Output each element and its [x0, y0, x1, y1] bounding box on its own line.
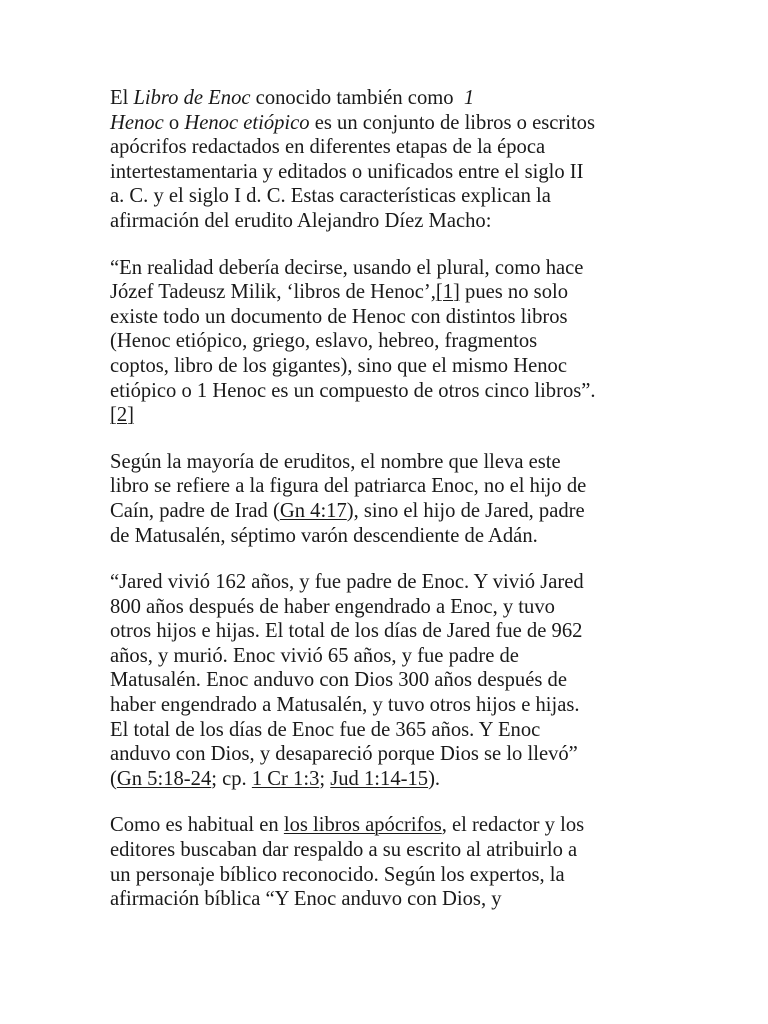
paragraph-patriarch [110, 450, 670, 548]
text-line: de Matusalén, séptimo varón descendiente de Adán. [110, 524, 538, 547]
paragraph-intro [110, 86, 670, 234]
footnote-link-1[interactable]: [1] [435, 281, 460, 304]
book-title-italic: Henoc etiópico [184, 111, 310, 134]
text-line [110, 813, 670, 838]
text-run: El [110, 87, 134, 109]
text-run: ( [110, 767, 117, 790]
text-line: anduvo con Dios, y desapareció porque Dios se lo llevó” [110, 743, 578, 766]
book-title-italic: 1 [463, 87, 475, 109]
book-title-italic: Henoc [110, 111, 164, 134]
paragraph-quote-milik [110, 256, 670, 428]
text-line: años, y murió. Enoc vivió 65 años, y fue padre de [110, 644, 519, 667]
text-line: El total de los días de Enoc fue de 365 años. Y Enoc [110, 718, 541, 741]
paragraph-apocrypha [110, 813, 670, 911]
text-line [110, 767, 670, 792]
text-line: Matusalén. Enoc anduvo con Dios 300 años después de [110, 669, 567, 692]
text-line: 800 años después de haber engendrado a Enoc, y tuvo [110, 595, 555, 618]
scripture-link-gn-4-17[interactable]: Gn 4:17 [279, 499, 347, 522]
text-line: etiópico o 1 Henoc es un compuesto de otros cinco libros”. [110, 379, 596, 402]
text-run: o [163, 111, 185, 134]
text-line: (Henoc etiópico, griego, eslavo, hebreo, fragmentos [110, 330, 538, 353]
text-line [110, 111, 670, 136]
text-run: , el redactor y los [441, 814, 585, 837]
text-run: Como es habitual en [110, 814, 284, 837]
text-line [110, 280, 670, 305]
link-libros-apocrifos[interactable]: los libros apócrifos [283, 814, 442, 837]
text-line: otros hijos e hijas. El total de los días de Jared fue de 962 [110, 620, 583, 643]
text-run: ). [428, 767, 441, 790]
book-title-italic: Libro de Enoc [133, 87, 251, 109]
text-run: Caín, padre de Irad ( [110, 499, 280, 522]
text-line: “Jared vivió 162 años, y fue padre de Enoc. Y vivió Jared [110, 571, 584, 594]
scripture-link-gn-5-18-24[interactable]: Gn 5:18-24 [116, 767, 212, 790]
text-line: apócrifos redactados en diferentes etapas de la época [110, 136, 546, 159]
text-run: es un conjunto de libros o escritos [309, 111, 595, 134]
document-page [110, 86, 670, 934]
text-run: ), sino el hijo de Jared, padre [346, 499, 585, 522]
text-line: intertestamentaria y editados o unificados entre el siglo II [110, 160, 584, 183]
text-line: editores buscaban dar respaldo a su escrito al atribuirlo a [110, 839, 578, 862]
text-line [110, 403, 670, 428]
text-run: conocido también como [250, 87, 464, 109]
text-line: existe todo un documento de Henoc con distintos libros [110, 305, 568, 328]
text-run: Józef Tadeusz Milik, ‘libros de Henoc’, [110, 281, 436, 304]
text-run: pues no solo [459, 281, 569, 304]
text-line: afirmación bíblica “Y Enoc anduvo con Dios, y [110, 888, 502, 911]
text-line: “En realidad debería decirse, usando el plural, como hace [110, 256, 584, 279]
text-line: libro se refiere a la figura del patriarca Enoc, no el hijo de [110, 475, 587, 498]
text-run: ; [319, 767, 331, 790]
text-line: Según la mayoría de eruditos, el nombre que lleva este [110, 450, 561, 473]
text-run: ; cp. [211, 767, 252, 790]
scripture-link-jud-1-14-15[interactable]: Jud 1:14-15 [330, 767, 429, 790]
text-line [110, 86, 670, 111]
footnote-link-2[interactable]: [2] [110, 404, 135, 427]
text-line: afirmación del erudito Alejandro Díez Macho: [110, 209, 492, 232]
text-line: a. C. y el siglo I d. C. Estas características explican la [110, 185, 551, 208]
text-line: un personaje bíblico reconocido. Según los expertos, la [110, 863, 565, 886]
text-line [110, 499, 670, 524]
scripture-link-1-cr-1-3[interactable]: 1 Cr 1:3 [251, 767, 320, 790]
paragraph-genesis-quote [110, 570, 670, 791]
text-line: coptos, libro de los gigantes), sino que el mismo Henoc [110, 354, 567, 377]
text-line: haber engendrado a Matusalén, y tuvo otros hijos e hijas. [110, 694, 580, 717]
